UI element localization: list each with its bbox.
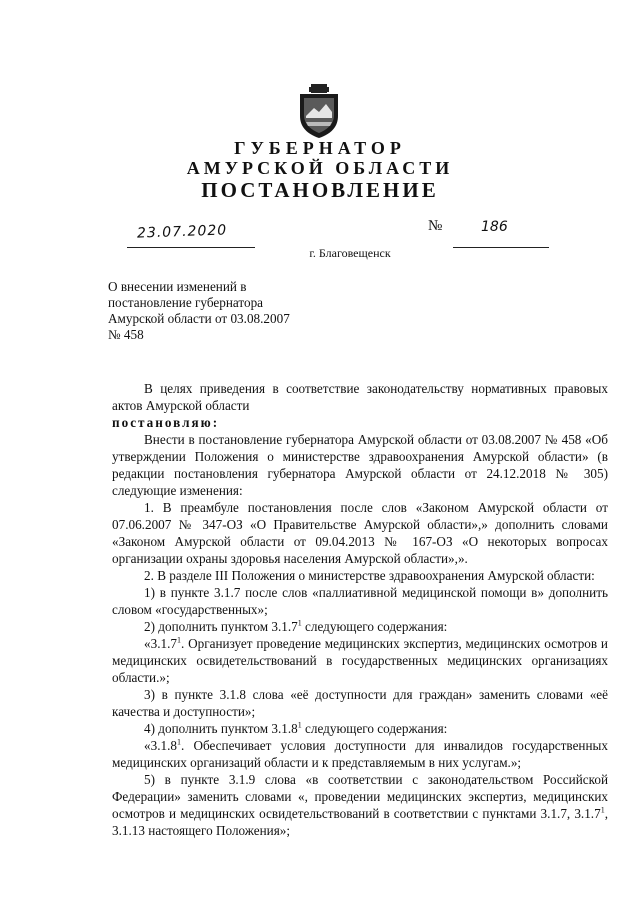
paragraph-item-1: 1. В преамбуле постановления после слов «Законом Амурской области от 07.06.2007 № 347-ОЗ «О Правительстве Амурской области»,» дополнить словами «Законом Амурской области от 09.04.2013 № 167-ОЗ «О некоторых вопросах организации охраны здоровья населения Амурской области»,». bbox=[112, 500, 608, 566]
subject-line: Амурской области от 03.08.2007 bbox=[108, 311, 290, 326]
header-title: ГУБЕРНАТОР bbox=[234, 138, 406, 158]
subject-line: постановление губернатора bbox=[108, 295, 264, 310]
subitem-3: 3) в пункте 3.1.8 слова «её доступности для граждан» заменить словами «её качества и доступности»; bbox=[112, 687, 608, 719]
paragraph-main: Внести в постановление губернатора Амурской области от 03.08.2007 № 458 «Об утверждении Положения о министерстве здравоохранения Амурской области» (в редакции постановления губернатора Амурской области от 24.12.2018 № 305) следующие изменения: bbox=[112, 432, 608, 498]
subitem-2: 2) дополнить пунктом 3.1.7$^1$ следующего содержания: bbox=[144, 618, 448, 634]
intro-paragraph: В целях приведения в соответствие законодательству нормативных правовых актов Амурской области bbox=[112, 381, 608, 413]
paragraph-item-2: 2. В разделе III Положения о министерстве здравоохранения Амурской области: bbox=[144, 568, 595, 583]
subject-line: № 458 bbox=[108, 327, 144, 342]
subitem-1: 1) в пункте 3.1.7 после слов «паллиативной медицинской помощи в» дополнить словом «государственных»; bbox=[112, 585, 608, 617]
subject-line: О внесении изменений в bbox=[108, 279, 247, 294]
subitem-5: 5) в пункте 3.1.9 слова «в соответствии с законодательством Российской Федерации» заменить словами «, проведении медицинских экспертиз, медицинских осмотров и медицинских освидетельствований в соответствии с пунктами 3.1.7, 3.1.7$^1$, 3.1.13 настоящего Положения»; bbox=[112, 772, 608, 838]
header-region: АМУРСКОЙ ОБЛАСТИ bbox=[186, 158, 454, 178]
city: г. Благовещенск bbox=[309, 246, 391, 260]
document-date: 23.07.2020 bbox=[136, 222, 228, 242]
subitem-4: 4) дополнить пунктом 3.1.8$^1$ следующего содержания: bbox=[144, 720, 448, 736]
subject-block bbox=[108, 279, 338, 343]
number-label: № bbox=[428, 218, 443, 234]
document-number: 186 bbox=[481, 219, 508, 235]
decree-word: постановляю: bbox=[112, 415, 220, 430]
body-text bbox=[112, 380, 608, 839]
clause-3-1-7-1: «3.1.7$^1$. Организует проведение медицинских экспертиз, медицинских осмотров и медицинских освидетельствований в государственных медицинских организациях области.»; bbox=[112, 635, 608, 685]
document-type: ПОСТАНОВЛЕНИЕ bbox=[201, 178, 439, 202]
coat-of-arms-icon bbox=[296, 84, 342, 138]
clause-3-1-8-1: «3.1.8$^1$. Обеспечивает условия доступности для инвалидов государственных медицинских организаций области и к представляемым в них услугам.»; bbox=[112, 737, 608, 770]
